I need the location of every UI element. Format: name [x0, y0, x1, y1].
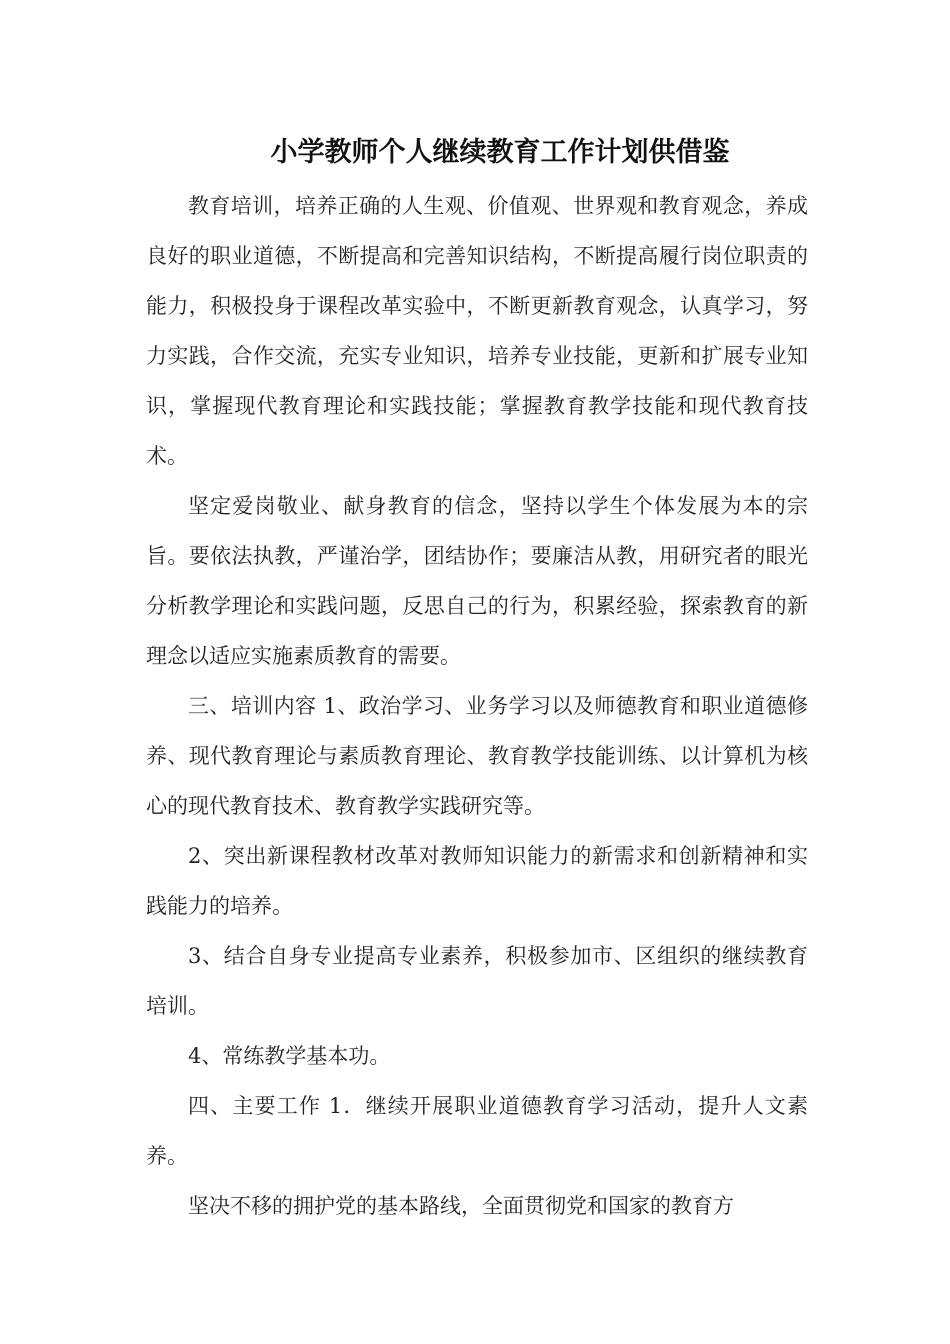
paragraph-belief: 坚定爱岗敬业、献身教育的信念，坚持以学生个体发展为本的宗旨。要依法执教，严谨治学，团结协作；要廉洁从教，用研究者的眼光分析教学理论和实践问题，反思自己的行为，积累经验，探索教育的新理念以适应实施素质教育的需要。	[146, 494, 808, 668]
paragraph-training-content: 三、培训内容 1、政治学习、业务学习以及师德教育和职业道德修养、现代教育理论与素质教育理论、教育教学技能训练、以计算机为核心的现代教育技术、教育教学实践研究等。	[146, 694, 808, 818]
paragraph-intro: 教育培训，培养正确的人生观、价值观、世界观和教育观念，养成良好的职业道德，不断提高和完善知识结构，不断提高履行岗位职责的能力，积极投身于课程改革实验中，不断更新教育观念，认真学习，努力实践，合作交流，充实专业知识，培养专业技能，更新和扩展专业知识，掌握现代教育理论和实践技能；掌握教育教学技能和现代教育技术。	[146, 194, 808, 468]
paragraph-main-work: 四、主要工作 1．继续开展职业道德教育学习活动，提升人文素养。	[146, 1094, 808, 1168]
paragraph-party-line: 坚决不移的拥护党的基本路线，全面贯彻党和国家的教育方	[188, 1194, 734, 1218]
paragraph-item-2: 2、突出新课程教材改革对教师知识能力的新需求和创新精神和实践能力的培养。	[146, 844, 808, 918]
document-body	[146, 181, 808, 1231]
paragraph-item-3: 3、结合自身专业提高专业素养，积极参加市、区组织的继续教育培训。	[146, 944, 808, 1018]
document-title: 小学教师个人继续教育工作计划供借鉴	[270, 137, 730, 168]
paragraph-item-4: 4、常练教学基本功。	[188, 1044, 391, 1068]
